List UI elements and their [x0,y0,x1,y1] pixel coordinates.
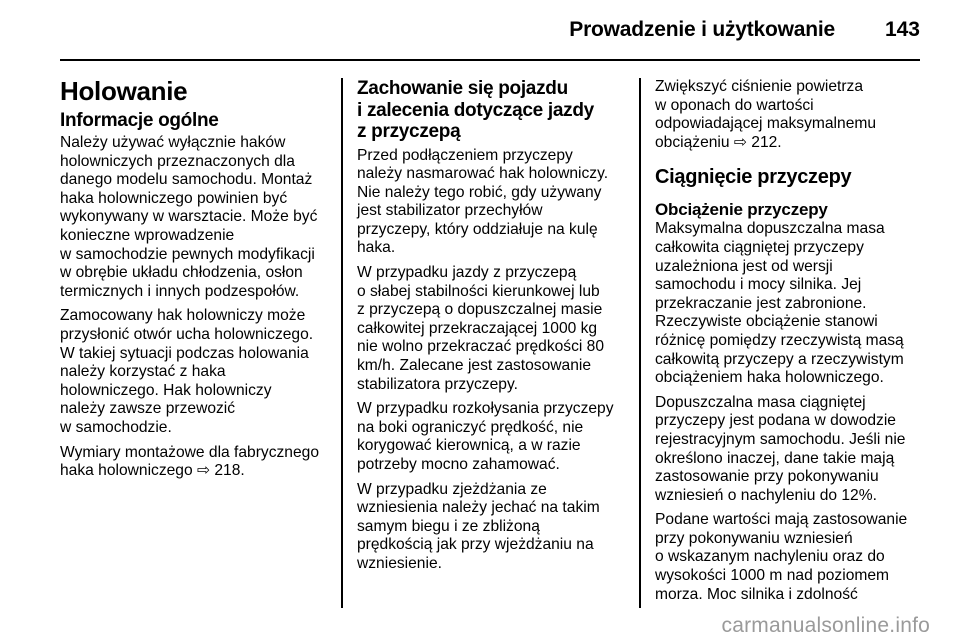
paragraph: Należy używać wyłącznie haków holowniczych przeznaczonych dla danego modelu samochodu. Montaż haka holowniczego powinien być wykonywany w warsztacie. Może być konieczne wprowadzenie w samochodzie pewnych modyfikacji w obrębie układu chłodzenia, osłon termicznych i innych podzespołów. [60,134,318,300]
paragraph: Maksymalna dopuszczalna masa całkowita ciągniętej przyczepy uzależniona jest od wersji samochodu i mocy silnika. Jej przekraczanie jest zabronione. Rzeczywiste obciążenie stanowi różnicę pomiędzy rzeczywistą masą całkowitą przyczepy a rzeczywistym obciążeniem haka holowniczego. [655,220,904,387]
paragraph: Dopuszczalna masa ciągniętej przyczepy jest podana w dowodzie rejestracyjnym samochodu. Jeśli nie określono inaczej, dane takie mają zastosowanie przy pokonywaniu wzniesień o nachyleniu do 12%. [655,393,906,504]
column-3 [655,78,925,610]
column-2 [357,78,629,580]
section-title-holowanie: Holowanie [60,76,188,106]
watermark: carmanualsonline.info [721,614,930,637]
subsection-title-zachowanie: Zachowanie się pojazdu i zalecenia dotyczące jazdy z przyczepą [357,78,594,142]
paragraph: Zamocowany hak holowniczy może przysłonić otwór ucha holowniczego. W takiej sytuacji podczas holowania należy korzystać z haka holowniczego. Hak holowniczy należy zawsze przewozić w samochodzie. [60,307,314,436]
paragraph: Przed podłączeniem przyczepy należy nasmarować hak holowniczy. Nie należy tego robić, gdy używany jest stabilizator przechyłów przyczepy, który oddziałuje na kulę haka. [357,146,609,257]
paragraph: Zwiększyć ciśnienie powietrza w oponach do wartości odpowiadającej maksymalnemu obciążeniu ⇨ 212. [655,78,877,151]
section-title-ciagniecie: Ciągnięcie przyczepy [655,166,852,189]
running-header-title: Prowadzenie i użytkowanie [569,18,835,41]
paragraph: W przypadku rozkołysania przyczepy na boki ograniczyć prędkość, nie korygować kierownicą, a w razie potrzeby mocno zahamować. [357,400,614,473]
subsection-title-obciazenie: Obciążenie przyczepy [655,200,828,220]
page-header [0,0,960,60]
column-1 [60,66,330,487]
paragraph: W przypadku zjeżdżania ze wzniesienia należy jechać na takim samym biegu i ze zbliżoną prędkością jak przy wjeżdżaniu na wzniesienie. [357,480,600,572]
subsection-title-informacje: Informacje ogólne [60,110,219,131]
page-number: 143 [884,18,920,41]
paragraph: W przypadku jazdy z przyczepą o słabej stabilności kierunkowej lub z przyczepą o dopuszczalnej masie całkowitej przekraczającej 1000 kg nie wolno przekraczać prędkości 80 km/h. Zalecane jest zastosowanie stabilizatora przyczepy. [357,264,605,393]
header-divider [60,59,920,61]
column-divider-1 [341,78,343,608]
paragraph: Podane wartości mają zastosowanie przy pokonywaniu wzniesień o wskazanym nachyleniu oraz do wysokości 1000 m nad poziomem morza. Moc silnika i zdolność [655,511,908,603]
paragraph: Wymiary montażowe dla fabrycznego haka holowniczego ⇨ 218. [60,443,319,480]
column-divider-2 [639,78,641,608]
